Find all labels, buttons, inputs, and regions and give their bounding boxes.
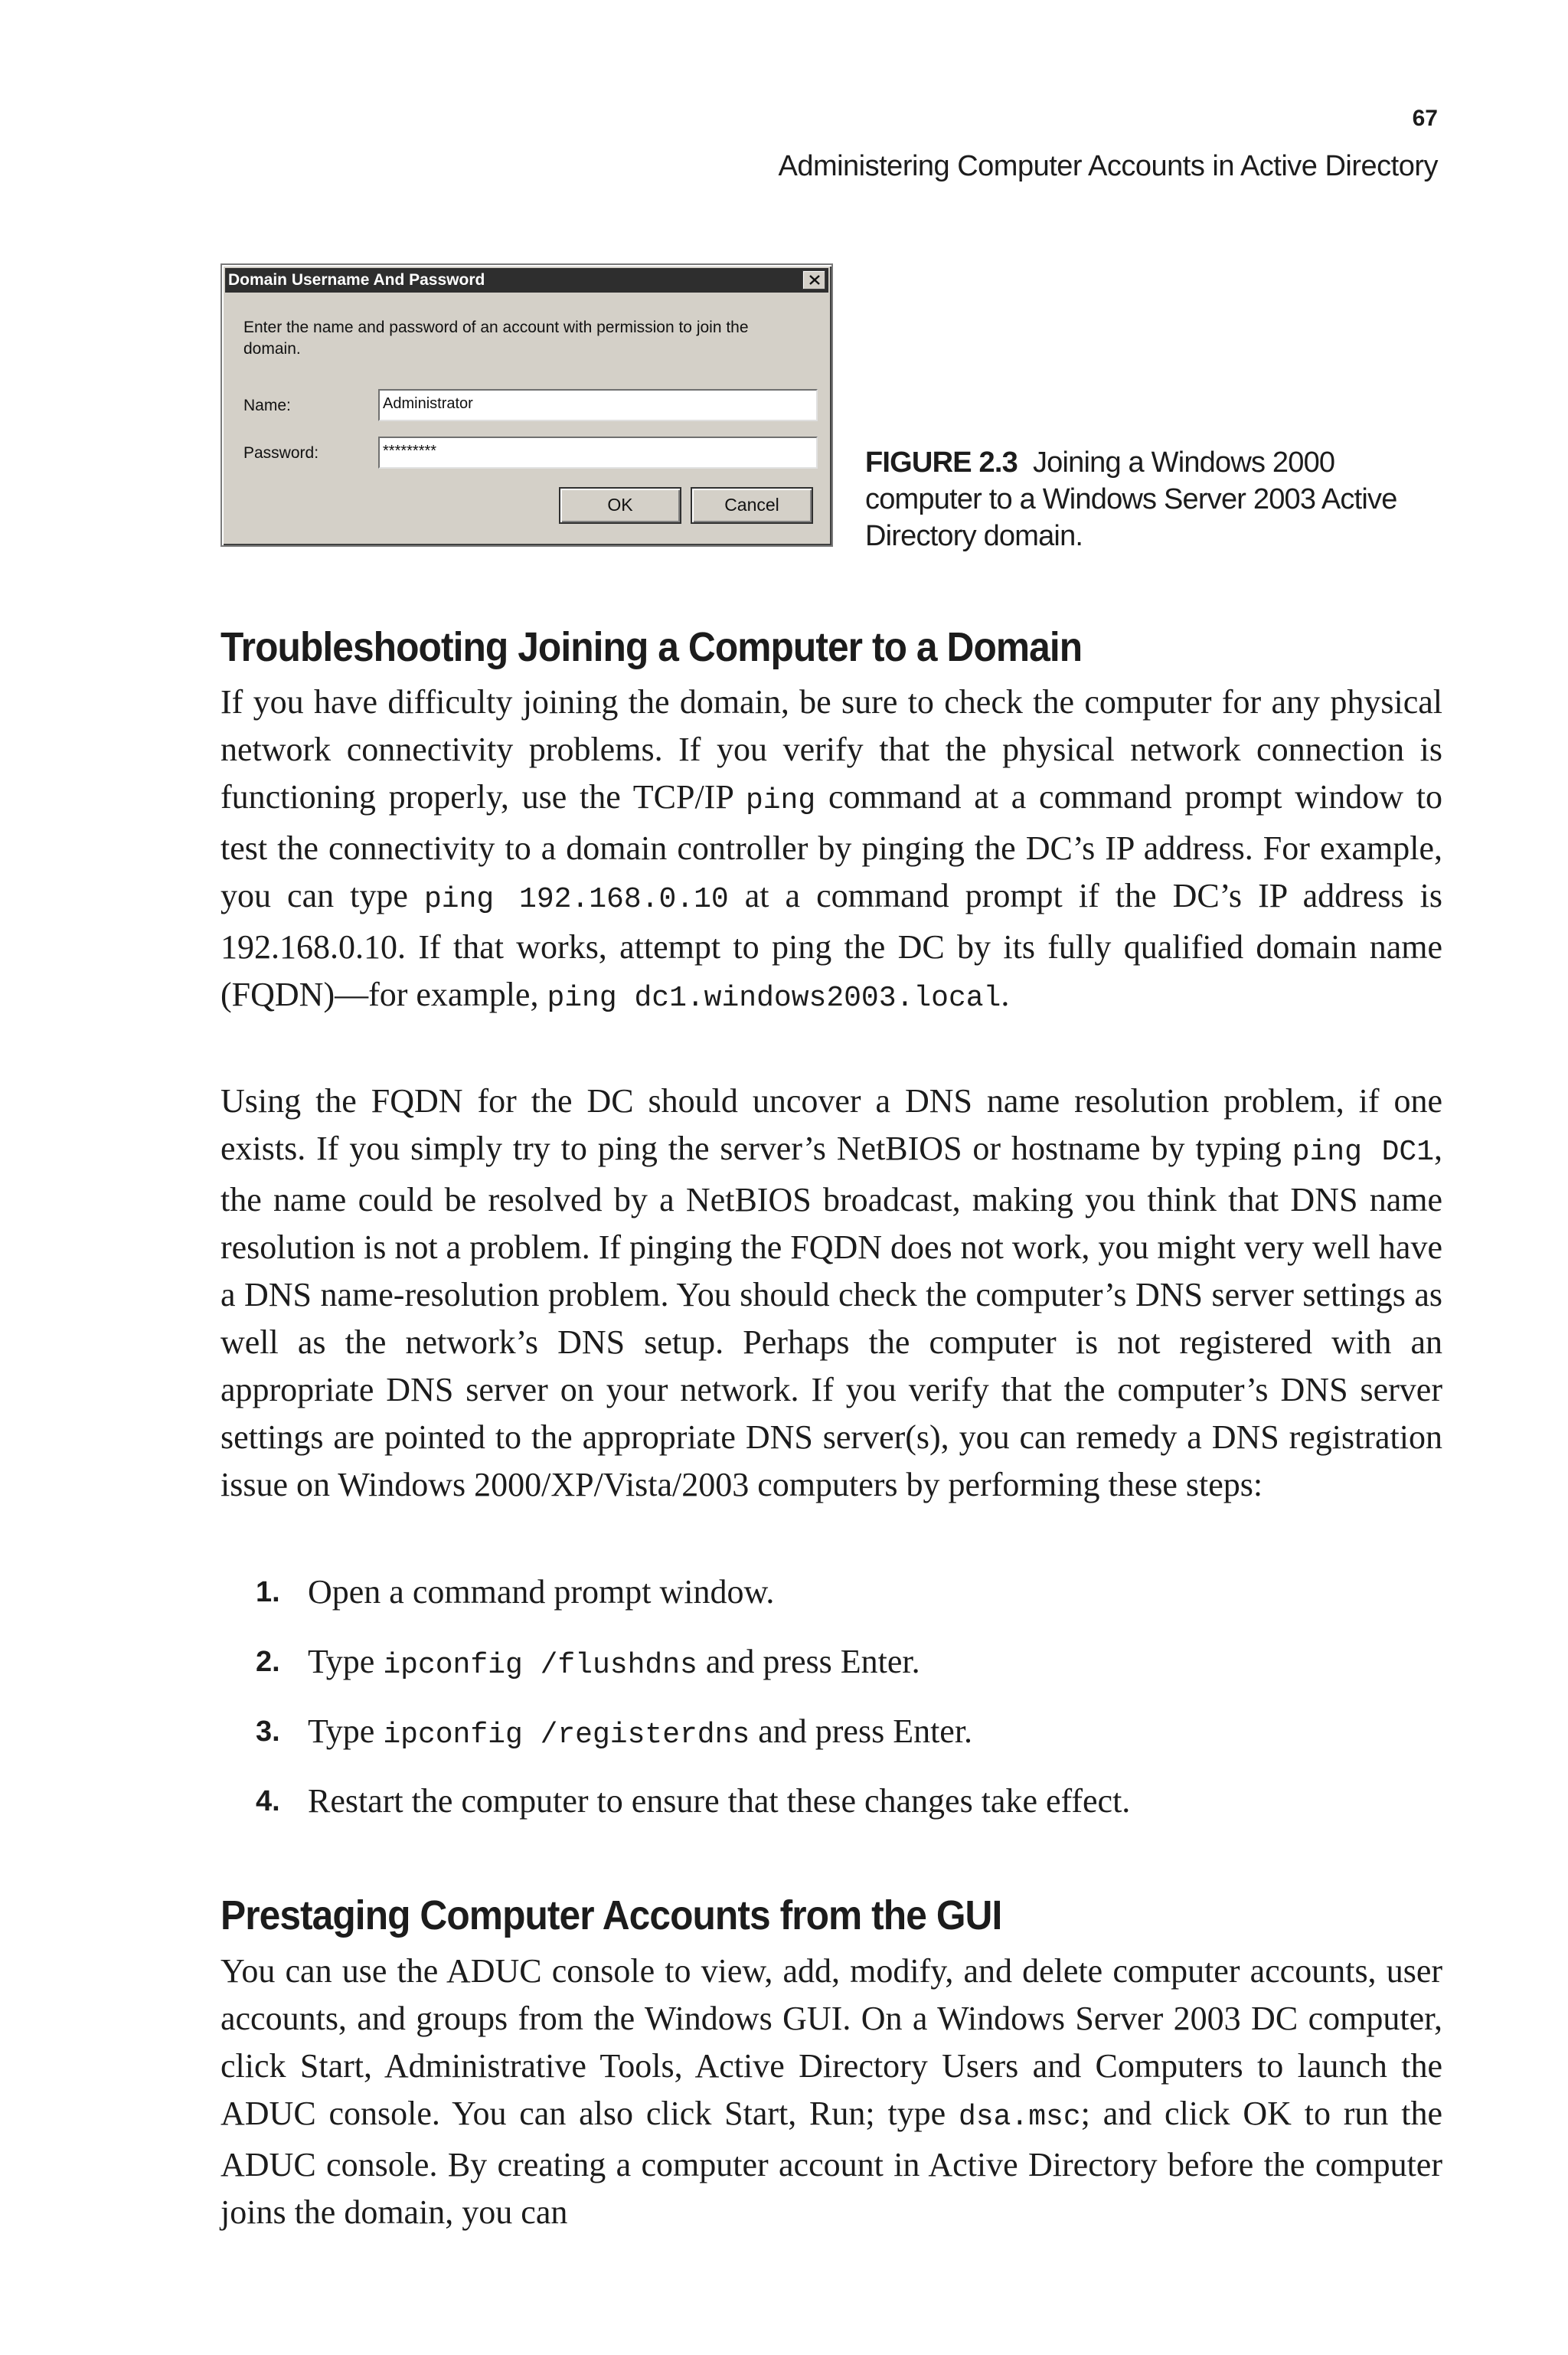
name-label: Name: [243, 397, 291, 414]
code-registerdns: ipconfig /registerdns [383, 1719, 750, 1752]
password-input[interactable]: ********* [378, 437, 818, 469]
cancel-button[interactable]: Cancel [691, 487, 813, 524]
text-run: . [1001, 976, 1010, 1013]
dialog-titlebar [225, 268, 828, 293]
step-text [308, 1638, 920, 1689]
code-ping: ping [745, 784, 816, 817]
step-text [308, 1708, 972, 1759]
name-input[interactable]: Administrator [378, 389, 818, 421]
paragraph-prestaging-1 [220, 1948, 1442, 2236]
figure-caption [865, 444, 1447, 554]
code-ping-dc1: ping DC1 [1292, 1136, 1434, 1169]
password-label: Password: [243, 444, 319, 462]
code-ping-ip: ping 192.168.0.10 [423, 883, 729, 916]
list-item [220, 1638, 1442, 1708]
step-number: 4. [256, 1785, 280, 1817]
section-heading-troubleshooting: Troubleshooting Joining a Computer to a Domain [220, 624, 1083, 670]
text-run: command at a command prompt window to test the connectivity to a domain controller by pinging the DC’s IP address. For example, you can type [220, 778, 1442, 914]
running-title: Administering Computer Accounts in Active Directory [778, 150, 1438, 182]
text-run: and press Enter. [697, 1643, 920, 1680]
close-icon[interactable] [802, 270, 825, 289]
text-run: Type [308, 1712, 384, 1750]
text-run: Type [308, 1643, 384, 1680]
code-dsa-msc: dsa.msc [959, 2101, 1081, 2134]
paragraph-troubleshooting-1 [220, 679, 1442, 1022]
steps-list [220, 1568, 1442, 1847]
text-run: Using the FQDN for the DC should uncover a DNS name resolution problem, if one exists. If you simply try to ping the server’s NetBIOS or hostname by typing [220, 1082, 1442, 1167]
text-run: at a command prompt if the DC’s IP address is 192.168.0.10. If that works, attempt to ping the DC by its fully qualified domain name (FQDN)—for example, [220, 877, 1442, 1013]
list-item [220, 1568, 1442, 1638]
paragraph-troubleshooting-2 [220, 1078, 1442, 1509]
list-item [220, 1708, 1442, 1778]
dialog-title: Domain Username And Password [228, 271, 485, 289]
step-text [308, 1568, 774, 1616]
list-item [220, 1778, 1442, 1847]
dialog-instructions: Enter the name and password of an account with permission to join the domain. [243, 319, 749, 358]
figure-label: FIGURE 2.3 [865, 446, 1018, 479]
text-run: Open a command prompt window. [308, 1573, 775, 1611]
domain-credentials-dialog [220, 263, 833, 547]
step-number: 3. [256, 1716, 280, 1748]
step-number: 1. [256, 1576, 280, 1608]
text-run: ; and click OK to run the ADUC console. By creating a computer account in Active Directory before the computer joins the domain, you can [220, 2095, 1442, 2231]
text-run: and press Enter. [750, 1712, 973, 1750]
section-heading-prestaging: Prestaging Computer Accounts from the GUI [220, 1892, 1002, 1938]
figure-caption-text: Joining a Windows 2000 computer to a Windows Server 2003 Active Directory domain. [865, 446, 1397, 552]
code-flushdns: ipconfig /flushdns [383, 1649, 697, 1682]
text-run: , the name could be resolved by a NetBIOS broadcast, making you think that DNS name resolution is not a problem. If pinging the FQDN does not work, you might very well have a DNS name-resolution problem. You should check the computer’s DNS server settings as well as the network’s DNS setup. Perhaps the computer is not registered with an appropriate DNS server on your network. If you verify that the computer’s DNS server settings are pointed to the appropriate DNS server(s), you can remedy a DNS registration issue on Windows 2000/XP/Vista/2003 computers by performing these steps: [220, 1130, 1442, 1503]
page-number: 67 [1412, 106, 1438, 131]
text-run: Restart the computer to ensure that these changes take effect. [308, 1782, 1131, 1820]
step-number: 2. [256, 1646, 280, 1678]
ok-button[interactable]: OK [559, 487, 681, 524]
step-text [308, 1778, 1130, 1825]
text-run: If you have difficulty joining the domain, be sure to check the computer for any physical network connectivity problems. If you verify that the physical network connection is functioning properly, use the TCP/IP [220, 683, 1442, 816]
text-run: You can use the ADUC console to view, add, modify, and delete computer accounts, user accounts, and groups from the Windows GUI. On a Windows Server 2003 DC computer, click Start, Administrative Tools, Active Directory Users and Computers to launch the ADUC console. You can also click Start, Run; type [220, 1952, 1442, 2132]
code-ping-fqdn: ping dc1.windows2003.local [547, 982, 1001, 1015]
